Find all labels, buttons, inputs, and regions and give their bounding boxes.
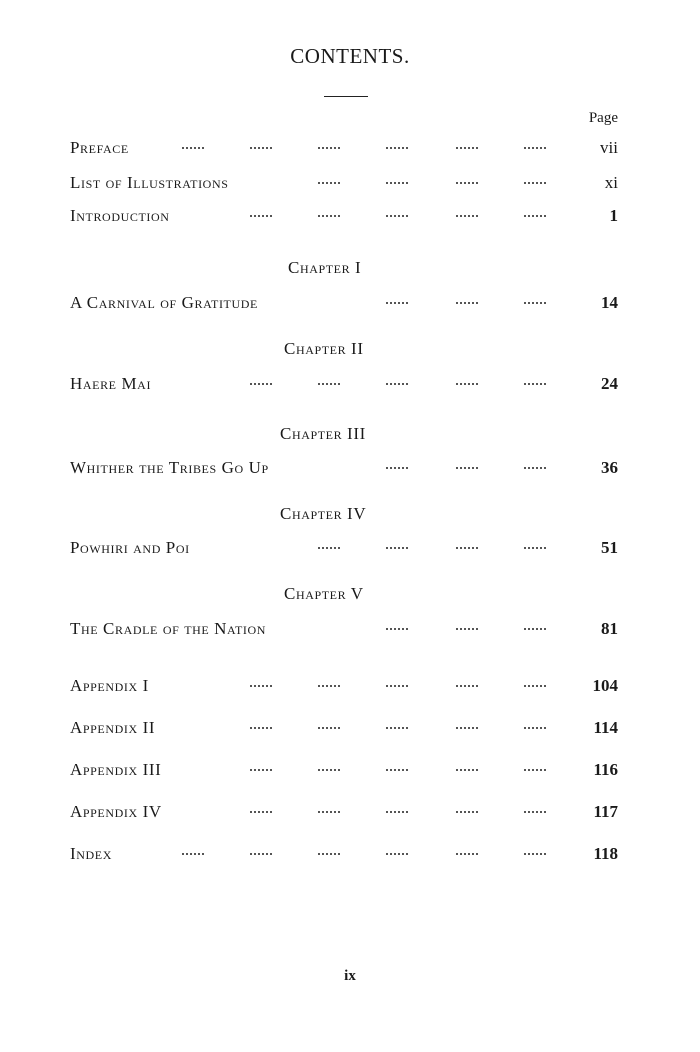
chapter-heading-2: Chapter II xyxy=(284,339,364,358)
toc-entry-appendix-2[interactable] xyxy=(70,716,618,740)
toc-entry-page: vii xyxy=(600,138,618,157)
toc-entry-label: Haere Mai xyxy=(70,374,152,393)
chapter-heading-5: Chapter V xyxy=(284,584,364,603)
toc-entry-label: Appendix III xyxy=(70,760,162,779)
toc-entry-page: 116 xyxy=(593,760,618,779)
toc-entry-page: 51 xyxy=(601,538,618,557)
toc-entry-label: Introduction xyxy=(70,206,170,225)
toc-entry-label: The Cradle of the Nation xyxy=(70,619,267,638)
page-column-label: Page xyxy=(588,110,618,126)
toc-entry-chapter-2[interactable] xyxy=(70,372,618,396)
toc-entry-chapter-4[interactable] xyxy=(70,536,618,560)
toc-entry-label: Powhiri and Poi xyxy=(70,538,190,557)
toc-entry-page: xi xyxy=(604,173,618,192)
toc-entry-page: 14 xyxy=(601,293,618,312)
toc-entry-label: Whither the Tribes Go Up xyxy=(70,458,269,477)
page-title: CONTENTS. xyxy=(290,44,410,68)
toc-entry-appendix-1[interactable] xyxy=(70,674,618,698)
toc-entry-index[interactable] xyxy=(70,842,618,866)
toc-entry-list-of-illustrations[interactable] xyxy=(70,171,618,195)
chapter-heading-1: Chapter I xyxy=(288,258,362,277)
title-rule xyxy=(324,96,368,97)
toc-entry-label: A Carnival of Gratitude xyxy=(70,293,258,312)
toc-entry-page: 24 xyxy=(601,374,618,393)
toc-entry-introduction[interactable] xyxy=(70,204,618,228)
toc-entry-page: 117 xyxy=(593,802,618,821)
toc-entry-appendix-4[interactable] xyxy=(70,800,618,824)
toc-entry-page: 81 xyxy=(601,619,618,638)
toc-entry-page: 104 xyxy=(592,676,618,695)
chapter-heading-3: Chapter III xyxy=(280,424,366,443)
toc-entry-label: List of Illustrations xyxy=(70,173,229,192)
toc-entry-appendix-3[interactable] xyxy=(70,758,618,782)
toc-entry-page: 36 xyxy=(601,458,618,477)
toc-entry-label: Appendix II xyxy=(70,718,156,737)
toc-entry-page: 118 xyxy=(593,844,618,863)
toc-entry-page: 1 xyxy=(609,206,618,225)
toc-entry-label: Preface xyxy=(70,138,129,157)
chapter-heading-4: Chapter IV xyxy=(280,504,367,523)
toc-entry-page: 114 xyxy=(593,718,618,737)
toc-entry-chapter-5[interactable] xyxy=(70,617,618,641)
toc-entry-preface[interactable] xyxy=(70,136,618,160)
page-folio: ix xyxy=(344,968,356,984)
toc-entry-label: Appendix IV xyxy=(70,802,162,821)
toc-entry-label: Index xyxy=(70,844,112,863)
toc-entry-label: Appendix I xyxy=(70,676,149,695)
toc-entry-chapter-3[interactable] xyxy=(70,456,618,480)
toc-entry-chapter-1[interactable] xyxy=(70,291,618,315)
